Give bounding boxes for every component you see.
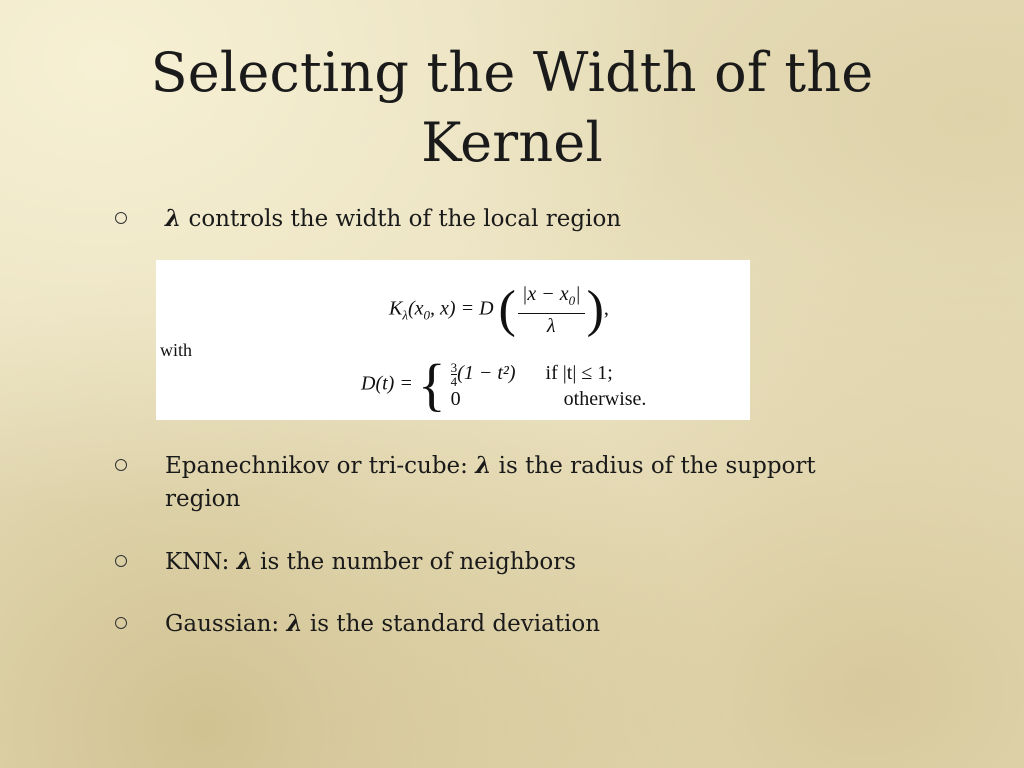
lambda-symbol: λ [236, 548, 253, 575]
circle-bullet-icon [115, 212, 127, 224]
bullet-text: controls the width of the local region [181, 206, 622, 232]
circle-bullet-icon [115, 459, 127, 471]
circle-bullet-icon [115, 617, 127, 629]
with-label: with [160, 340, 193, 360]
lambda-symbol: λ [165, 205, 182, 232]
piecewise-definition: D(t) = { $\frac{3}{4}$ (1 − t²) if |t| ≤ 1; 0 otherwise. [361, 352, 647, 417]
kernel-formula-image [156, 260, 750, 420]
lambda-symbol: λ [286, 610, 303, 637]
slide-title: Selecting the Width of the Kernel [150, 41, 874, 174]
lambda-symbol: λ [475, 452, 492, 479]
kernel-equation: $K_\lambda(x_0$, x) = D ( $\frac{|x - x_0|}{\lambda}$ ), [389, 281, 609, 338]
circle-bullet-icon [115, 555, 127, 567]
fraction: $\frac{|x - x_0|}{\lambda}$ [518, 282, 585, 338]
